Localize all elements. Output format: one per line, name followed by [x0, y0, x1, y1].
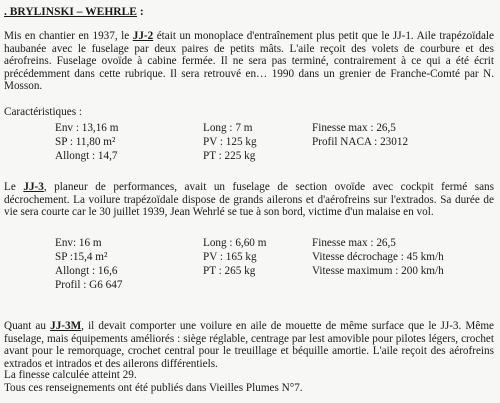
jj2-spec: Long : 7 m [203, 122, 253, 134]
jj2-spec: Env : 13,16 m [55, 122, 119, 134]
jj2-spec: Finesse max : 26,5 [312, 122, 396, 134]
jj3m-name: JJ-3M [50, 320, 82, 332]
article-heading [4, 6, 144, 19]
jj3-description [4, 181, 494, 219]
jj3-spec: PT : 265 kg [203, 265, 256, 277]
jj2-spec: PV : 125 kg [203, 136, 257, 148]
jj3m-intro: Quant au [4, 320, 51, 332]
heading-text: . BRYLINSKI – WEHRLE [4, 6, 137, 18]
jj3-spec: Env: 16 m [55, 237, 102, 249]
jj2-spec: Profil NACA : 23012 [312, 136, 409, 148]
jj3-intro: Le [4, 181, 24, 193]
characteristics-label: Caractéristiques : [4, 106, 82, 118]
source-line: Tous ces renseignements ont été publiés dans Vieilles Plumes N°7. [4, 382, 303, 394]
jj3m-text: , il devait comporter une voilure en aile de mouette de même surface que le JJ-3. Même fuselage, mais équipements améliorés : siège réglable, centrage par lest amovible pour pilotes légers, crochet avant pour le remorquage, crochet central pour le treuillage et béquille amortie. L'aile reçoit des aérofreins extrados et intrados et des ailerons différentiels. [4, 320, 494, 370]
jj3-spec: Finesse max : 26,5 [312, 237, 396, 249]
jj2-description [4, 30, 494, 93]
jj2-text: était un monoplace d'entraînement plus petit que le JJ-1. Aile trapézoïdale haubanée avec le fuselage par deux paires de petits mâts. L'aile reçoit des volets de courbure et des aérofreins. Fuselage ovoïde à cabine fermée. Il ne sera pas terminé, contrairement à ce qui a été écrit précédemment dans cette rubrique. Il sera retrouvé en… 1990 dans un grenier de Franche-Comté par N. Mosson. [4, 30, 494, 93]
finesse-line: La finesse calculée atteint 29. [4, 369, 137, 381]
jj2-intro: Mis en chantier en 1937, le [4, 30, 133, 42]
jj3m-description [4, 320, 494, 370]
jj3-spec: PV : 165 kg [203, 251, 257, 263]
jj3-spec: SP :15,4 m² [55, 251, 108, 263]
heading-colon: : [136, 6, 144, 18]
jj2-spec: SP : 11,80 m² [55, 136, 116, 148]
jj3-spec: Long : 6,60 m [203, 237, 267, 249]
jj3-spec: Vitesse décrochage : 45 km/h [312, 251, 444, 263]
jj2-spec: Allongt : 14,7 [55, 150, 118, 162]
jj3-spec: Profil : G6 647 [55, 279, 123, 291]
jj2-spec: PT : 225 kg [203, 150, 256, 162]
jj3-text: , planeur de performances, avait un fuselage de section ovoïde avec cockpit fermé sans décrochement. La voilure trapézoïdale dispose de grands ailerons et d'aérofreins sur l'extrados. Sa durée de vie sera courte car le 30 juillet 1939, Jean Wehrlé se tue à son bord, victime d'un malaise en vol. [4, 181, 494, 219]
jj3-name: JJ-3 [23, 181, 44, 193]
jj2-name: JJ-2 [132, 30, 154, 42]
jj3-spec: Allongt : 16,6 [55, 265, 118, 277]
jj3-spec: Vitesse maximum : 200 km/h [312, 265, 444, 277]
